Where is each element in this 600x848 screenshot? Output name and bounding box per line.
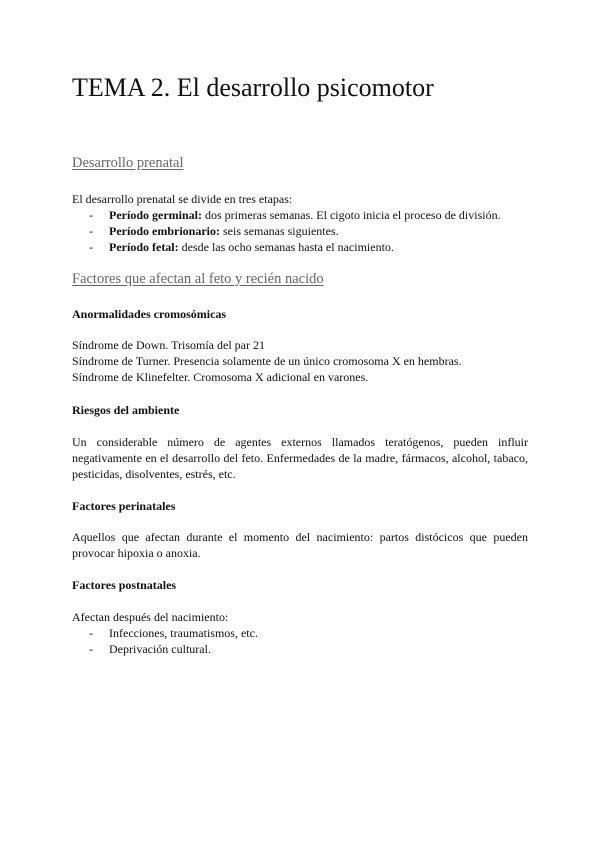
list-item bbox=[72, 625, 528, 641]
heading-desarrollo-prenatal: Desarrollo prenatal bbox=[72, 155, 184, 171]
stage-text: desde las ocho semanas hasta el nacimiento. bbox=[178, 240, 394, 254]
heading-factores-perinatales: Factores perinatales bbox=[72, 499, 176, 513]
list-item bbox=[72, 641, 528, 657]
list-item bbox=[72, 223, 528, 239]
prenatal-stages-list bbox=[72, 207, 528, 255]
dash-bullet: - bbox=[89, 626, 93, 640]
dash-bullet: - bbox=[89, 224, 93, 238]
prenatal-intro: El desarrollo prenatal se divide en tres etapas: bbox=[72, 192, 293, 206]
dash-bullet: - bbox=[89, 208, 93, 222]
cromosomicas-line: Síndrome de Turner. Presencia solamente de un único cromosoma X en hembras. bbox=[72, 354, 462, 368]
stage-text: dos primeras semanas. El cigoto inicia el proceso de división. bbox=[201, 208, 501, 222]
list-item bbox=[72, 239, 528, 255]
cromosomicas-line: Síndrome de Down. Trisomía del par 21 bbox=[72, 338, 265, 352]
heading-anormalidades-cromosomicas: Anormalidades cromosómicas bbox=[72, 307, 227, 321]
ambiente-paragraph: Un considerable número de agentes externos llamados teratógenos, pueden influir negativamente en el desarrollo del feto. Enfermedades de la madre, fármacos, alcohol, tabaco, pesticidas, disolventes, estrés, etc. bbox=[72, 435, 528, 481]
postnatales-intro: Afectan después del nacimiento: bbox=[72, 610, 229, 624]
heading-factores: Factores que afectan al feto y recién nacido bbox=[72, 271, 324, 287]
postnatales-list bbox=[72, 625, 528, 657]
stage-text: seis semanas siguientes. bbox=[219, 224, 339, 238]
perinatales-paragraph: Aquellos que afectan durante el momento del nacimiento: partos distócicos que pueden provocar hipoxia o anoxia. bbox=[72, 530, 528, 560]
stage-term: Período germinal: bbox=[109, 208, 202, 222]
dash-bullet: - bbox=[89, 240, 93, 254]
postnatal-item: Deprivación cultural. bbox=[109, 642, 211, 656]
stage-term: Período embrionario: bbox=[109, 224, 220, 238]
page-title: TEMA 2. El desarrollo psicomotor bbox=[72, 73, 434, 102]
heading-riesgos-ambiente: Riesgos del ambiente bbox=[72, 403, 180, 417]
stage-term: Período fetal: bbox=[109, 240, 179, 254]
postnatal-item: Infecciones, traumatismos, etc. bbox=[109, 626, 258, 640]
dash-bullet: - bbox=[89, 642, 93, 656]
cromosomicas-line: Síndrome de Klinefelter. Cromosoma X adicional en varones. bbox=[72, 370, 369, 384]
list-item bbox=[72, 207, 528, 223]
heading-factores-postnatales: Factores postnatales bbox=[72, 578, 177, 592]
